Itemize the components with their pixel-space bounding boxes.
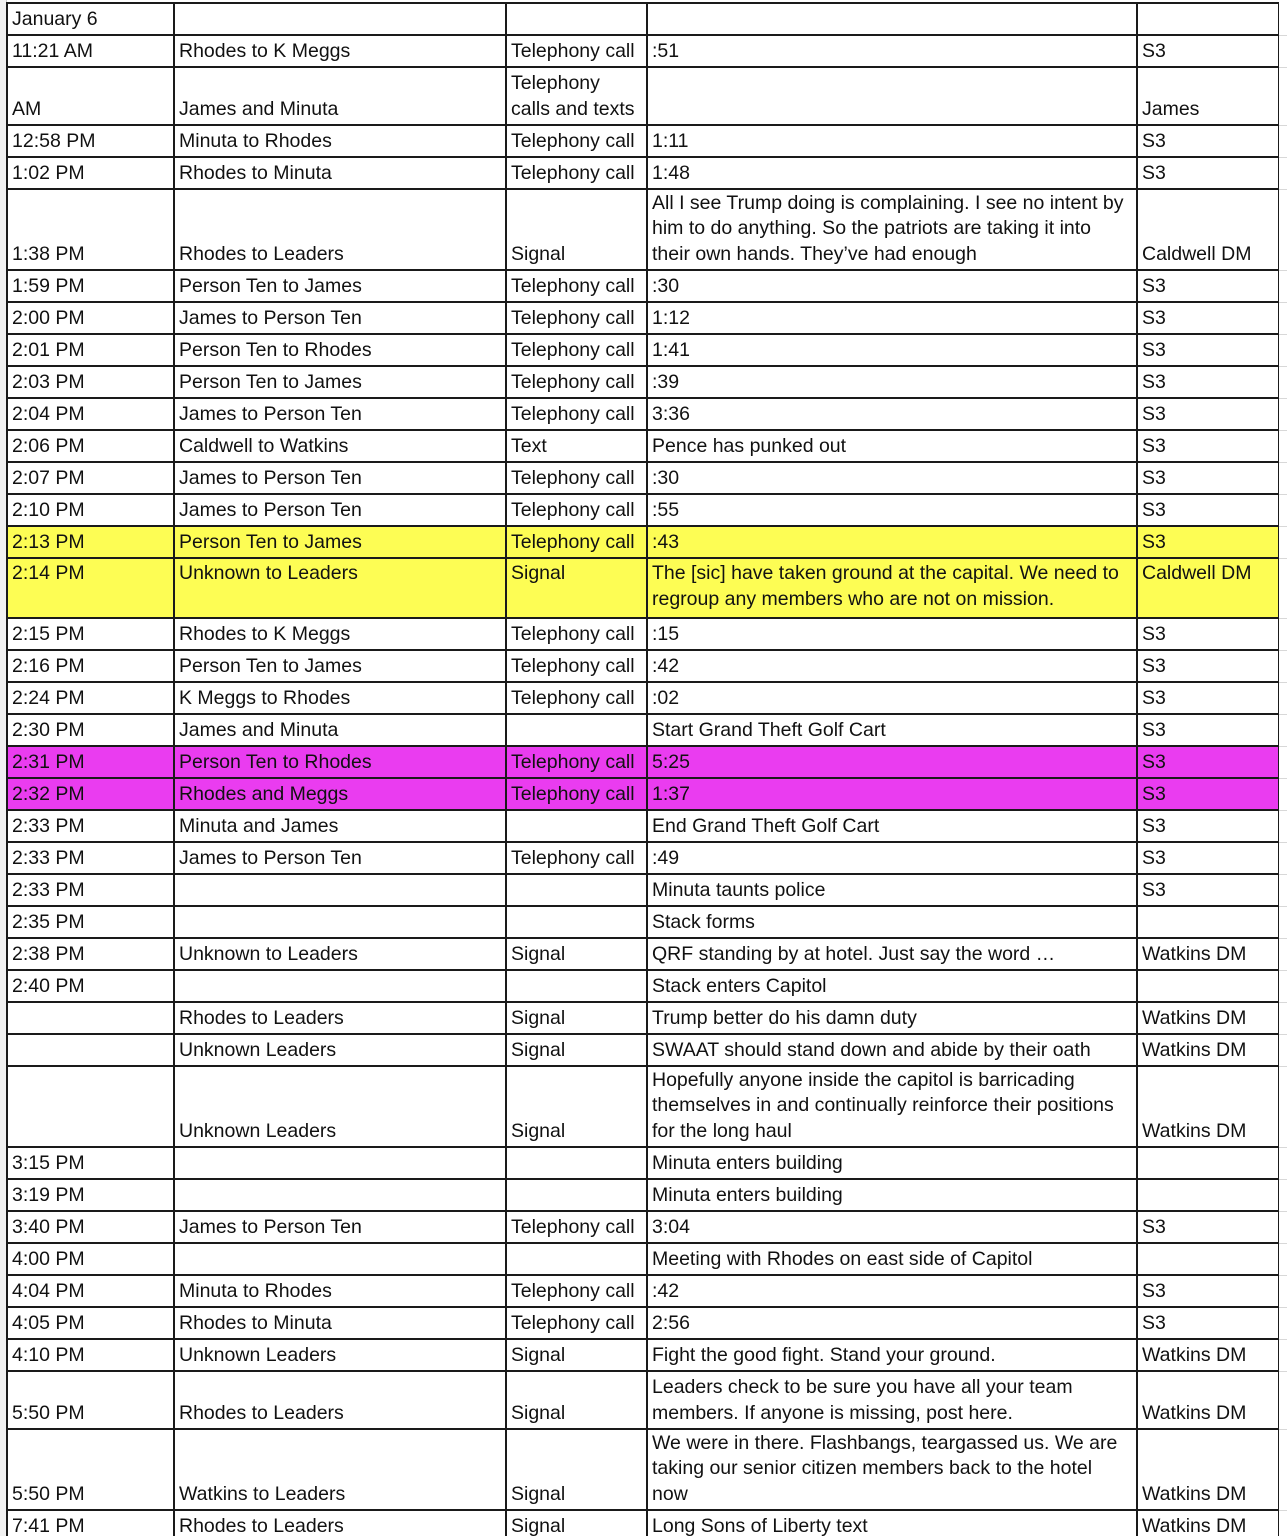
communication-type-cell[interactable]: Telephony call — [506, 1275, 647, 1307]
gridline-stub — [1279, 874, 1287, 875]
content-cell[interactable]: Minuta taunts police — [647, 874, 1137, 906]
table-row — [7, 189, 1279, 270]
table-row — [7, 810, 1279, 842]
communication-type-cell[interactable] — [506, 970, 647, 1002]
gridline-stub — [1279, 67, 1287, 68]
time-cell[interactable]: 2:24 PM — [7, 682, 174, 714]
communication-type-cell[interactable]: Signal — [506, 189, 647, 270]
communication-type-cell[interactable] — [506, 906, 647, 938]
parties-cell[interactable]: Unknown Leaders — [174, 1339, 506, 1371]
parties-cell[interactable]: Person Ten to James — [174, 366, 506, 398]
gridline-stub — [1279, 430, 1287, 431]
gridline-stub — [1279, 1147, 1287, 1148]
parties-cell[interactable]: Unknown Leaders — [174, 1066, 506, 1147]
gridline-stub — [1279, 906, 1287, 907]
gridline-stub — [1279, 302, 1287, 303]
table-row — [7, 558, 1279, 618]
time-cell[interactable]: 4:00 PM — [7, 1243, 174, 1275]
gridline-stub — [1279, 398, 1287, 399]
parties-cell[interactable]: Rhodes to Leaders — [174, 1371, 506, 1429]
source-cell[interactable]: Watkins DM — [1137, 938, 1279, 970]
time-cell[interactable]: 2:33 PM — [7, 842, 174, 874]
communication-type-cell[interactable] — [506, 1179, 647, 1211]
time-cell[interactable]: 2:04 PM — [7, 398, 174, 430]
content-cell[interactable]: QRF standing by at hotel. Just say the word … — [647, 938, 1137, 970]
communication-type-cell[interactable] — [506, 1243, 647, 1275]
time-cell[interactable]: 1:02 PM — [7, 157, 174, 189]
table-row — [7, 1307, 1279, 1339]
parties-cell[interactable]: Person Ten to James — [174, 270, 506, 302]
source-cell[interactable]: S3 — [1137, 526, 1279, 558]
gridline-stub — [1279, 157, 1287, 158]
communication-type-cell[interactable]: Telephony call — [506, 270, 647, 302]
content-cell[interactable]: Minuta enters building — [647, 1179, 1137, 1211]
table-row — [7, 1179, 1279, 1211]
time-cell[interactable]: 3:40 PM — [7, 1211, 174, 1243]
parties-cell[interactable]: James to Person Ten — [174, 398, 506, 430]
parties-cell[interactable]: Caldwell to Watkins — [174, 430, 506, 462]
table-row — [7, 270, 1279, 302]
time-cell[interactable]: 2:13 PM — [7, 526, 174, 558]
parties-cell[interactable]: James to Person Ten — [174, 462, 506, 494]
content-cell[interactable]: :39 — [647, 366, 1137, 398]
source-cell[interactable]: S3 — [1137, 650, 1279, 682]
time-cell[interactable]: 2:35 PM — [7, 906, 174, 938]
communication-type-cell[interactable]: Telephony call — [506, 334, 647, 366]
communication-type-cell[interactable] — [506, 810, 647, 842]
communication-type-cell[interactable]: Text — [506, 430, 647, 462]
source-cell[interactable]: S3 — [1137, 746, 1279, 778]
time-cell[interactable]: 11:21 AM — [7, 35, 174, 67]
parties-cell[interactable] — [174, 1179, 506, 1211]
gridline-stub — [1279, 810, 1287, 811]
time-cell[interactable]: 3:15 PM — [7, 1147, 174, 1179]
source-cell[interactable]: Watkins DM — [1137, 1066, 1279, 1147]
table-row — [7, 714, 1279, 746]
table-row — [7, 462, 1279, 494]
communication-type-cell[interactable]: Telephony call — [506, 842, 647, 874]
source-cell[interactable] — [1137, 1179, 1279, 1211]
content-cell[interactable]: :43 — [647, 526, 1137, 558]
gridline-stub — [1279, 366, 1287, 367]
time-cell[interactable]: 1:59 PM — [7, 270, 174, 302]
source-cell[interactable]: S3 — [1137, 682, 1279, 714]
table-row — [7, 650, 1279, 682]
table-row — [7, 1510, 1279, 1536]
source-cell[interactable]: Caldwell DM — [1137, 189, 1279, 270]
gridline-stub — [1279, 1307, 1287, 1308]
source-cell[interactable]: S3 — [1137, 1307, 1279, 1339]
time-cell[interactable]: 7:41 PM — [7, 1510, 174, 1536]
gridline-stub — [1279, 558, 1287, 559]
gridline-stub — [1279, 1002, 1287, 1003]
parties-cell[interactable] — [174, 1243, 506, 1275]
parties-cell[interactable]: Unknown to Leaders — [174, 938, 506, 970]
time-cell[interactable]: 2:30 PM — [7, 714, 174, 746]
table-row — [7, 906, 1279, 938]
content-cell[interactable]: Meeting with Rhodes on east side of Capitol — [647, 1243, 1137, 1275]
table-row — [7, 3, 1279, 35]
parties-cell[interactable] — [174, 874, 506, 906]
time-cell[interactable]: 4:10 PM — [7, 1339, 174, 1371]
source-cell[interactable]: S3 — [1137, 618, 1279, 650]
time-cell[interactable]: 12:58 PM — [7, 125, 174, 157]
table-row — [7, 874, 1279, 906]
time-cell[interactable] — [7, 1034, 174, 1066]
content-cell[interactable]: Long Sons of Liberty text — [647, 1510, 1137, 1536]
source-cell[interactable]: S3 — [1137, 1211, 1279, 1243]
parties-cell[interactable]: Rhodes to Leaders — [174, 1510, 506, 1536]
content-cell[interactable]: :55 — [647, 494, 1137, 526]
parties-cell[interactable]: Rhodes to Leaders — [174, 189, 506, 270]
source-cell[interactable]: S3 — [1137, 430, 1279, 462]
parties-cell[interactable] — [174, 970, 506, 1002]
gridline-stub — [1279, 125, 1287, 126]
content-cell[interactable]: 2:56 — [647, 1307, 1137, 1339]
parties-cell[interactable]: Person Ten to Rhodes — [174, 746, 506, 778]
parties-cell[interactable]: James and Minuta — [174, 67, 506, 125]
gridline-stub — [1279, 35, 1287, 36]
table-row — [7, 398, 1279, 430]
gridline-stub — [1279, 1371, 1287, 1372]
table-row — [7, 157, 1279, 189]
communication-type-cell[interactable]: Signal — [506, 1339, 647, 1371]
content-cell[interactable]: 1:12 — [647, 302, 1137, 334]
source-cell[interactable] — [1137, 906, 1279, 938]
table-row — [7, 1034, 1279, 1066]
time-cell[interactable]: 5:50 PM — [7, 1371, 174, 1429]
communication-type-cell[interactable]: Telephony call — [506, 302, 647, 334]
content-cell[interactable]: The [sic] have taken ground at the capital. We need to regroup any members who are not on mission. — [647, 558, 1137, 618]
parties-cell[interactable]: K Meggs to Rhodes — [174, 682, 506, 714]
source-cell[interactable]: S3 — [1137, 398, 1279, 430]
content-cell[interactable]: We were in there. Flashbangs, teargassed us. We are taking our senior citizen members back to the hotel now — [647, 1429, 1137, 1510]
table-row — [7, 125, 1279, 157]
gridline-stub — [1279, 494, 1287, 495]
time-cell[interactable] — [7, 1066, 174, 1147]
table-row — [7, 1211, 1279, 1243]
content-cell[interactable] — [647, 67, 1137, 125]
source-cell[interactable]: S3 — [1137, 778, 1279, 810]
content-cell[interactable]: :30 — [647, 462, 1137, 494]
content-cell[interactable]: SWAAT should stand down and abide by their oath — [647, 1034, 1137, 1066]
source-cell[interactable]: Watkins DM — [1137, 1371, 1279, 1429]
communication-type-cell[interactable] — [506, 714, 647, 746]
time-cell[interactable]: 1:38 PM — [7, 189, 174, 270]
gridline-stub — [1279, 1339, 1287, 1340]
communication-type-cell[interactable]: Telephony call — [506, 494, 647, 526]
time-cell[interactable]: 2:07 PM — [7, 462, 174, 494]
content-cell[interactable]: :49 — [647, 842, 1137, 874]
parties-cell[interactable] — [174, 906, 506, 938]
content-cell[interactable]: Minuta enters building — [647, 1147, 1137, 1179]
right-gridline-stubs — [1279, 0, 1287, 1536]
parties-cell[interactable]: Minuta to Rhodes — [174, 1275, 506, 1307]
parties-cell[interactable]: Unknown to Leaders — [174, 558, 506, 618]
communication-type-cell[interactable]: Telephony call — [506, 650, 647, 682]
communication-type-cell[interactable]: Telephony call — [506, 157, 647, 189]
communication-type-cell[interactable]: Telephony call — [506, 462, 647, 494]
spreadsheet-body — [7, 3, 1279, 1536]
parties-cell[interactable]: James to Person Ten — [174, 842, 506, 874]
source-cell[interactable]: James — [1137, 67, 1279, 125]
source-cell[interactable]: S3 — [1137, 125, 1279, 157]
time-cell[interactable]: 2:16 PM — [7, 650, 174, 682]
source-cell[interactable]: S3 — [1137, 366, 1279, 398]
source-cell[interactable]: S3 — [1137, 462, 1279, 494]
parties-cell[interactable]: Rhodes to Minuta — [174, 157, 506, 189]
content-cell[interactable]: :15 — [647, 618, 1137, 650]
parties-cell[interactable]: Person Ten to James — [174, 650, 506, 682]
time-cell[interactable]: 2:33 PM — [7, 874, 174, 906]
time-cell[interactable]: 2:15 PM — [7, 618, 174, 650]
source-cell[interactable]: S3 — [1137, 334, 1279, 366]
source-cell[interactable]: S3 — [1137, 270, 1279, 302]
content-cell[interactable]: 3:04 — [647, 1211, 1137, 1243]
communication-type-cell[interactable]: Telephony call — [506, 746, 647, 778]
time-cell[interactable]: 2:06 PM — [7, 430, 174, 462]
communication-type-cell[interactable]: Telephony call — [506, 1307, 647, 1339]
gridline-stub — [1279, 334, 1287, 335]
source-cell[interactable]: Caldwell DM — [1137, 558, 1279, 618]
parties-cell[interactable]: Rhodes to K Meggs — [174, 35, 506, 67]
content-cell[interactable]: Pence has punked out — [647, 430, 1137, 462]
communication-type-cell[interactable]: Signal — [506, 1066, 647, 1147]
time-cell[interactable]: 2:10 PM — [7, 494, 174, 526]
communication-type-cell[interactable]: Telephony call — [506, 682, 647, 714]
time-cell[interactable]: AM — [7, 67, 174, 125]
content-cell[interactable]: 5:25 — [647, 746, 1137, 778]
content-cell[interactable]: 1:37 — [647, 778, 1137, 810]
gridline-stub — [1279, 746, 1287, 747]
source-cell[interactable]: S3 — [1137, 842, 1279, 874]
gridline-stub — [1279, 270, 1287, 271]
time-cell[interactable]: 2:38 PM — [7, 938, 174, 970]
gridline-stub — [1279, 1211, 1287, 1212]
gridline-stub — [1279, 970, 1287, 971]
table-row — [7, 746, 1279, 778]
table-row — [7, 35, 1279, 67]
table-row — [7, 778, 1279, 810]
content-cell[interactable]: All I see Trump doing is complaining. I see no intent by him to do anything. So the patriots are taking it into their own hands. They’ve had enough — [647, 189, 1137, 270]
communication-type-cell[interactable] — [506, 874, 647, 906]
content-cell[interactable]: :42 — [647, 650, 1137, 682]
table-row — [7, 302, 1279, 334]
communication-type-cell[interactable]: Telephony call — [506, 526, 647, 558]
gridline-stub — [1279, 778, 1287, 779]
source-cell[interactable] — [1137, 1243, 1279, 1275]
parties-cell[interactable]: James to Person Ten — [174, 494, 506, 526]
parties-cell[interactable]: James and Minuta — [174, 714, 506, 746]
source-cell[interactable]: Watkins DM — [1137, 1429, 1279, 1510]
source-cell[interactable] — [1137, 970, 1279, 1002]
source-cell[interactable]: S3 — [1137, 874, 1279, 906]
parties-cell[interactable] — [174, 3, 506, 35]
content-cell[interactable]: 1:41 — [647, 334, 1137, 366]
gridline-stub — [1279, 189, 1287, 190]
gridline-stub — [1279, 1510, 1287, 1511]
source-cell[interactable]: S3 — [1137, 714, 1279, 746]
content-cell[interactable]: 3:36 — [647, 398, 1137, 430]
parties-cell[interactable]: Unknown Leaders — [174, 1034, 506, 1066]
table-row — [7, 430, 1279, 462]
time-cell[interactable]: 2:14 PM — [7, 558, 174, 618]
time-cell[interactable] — [7, 1002, 174, 1034]
table-row — [7, 494, 1279, 526]
parties-cell[interactable]: Watkins to Leaders — [174, 1429, 506, 1510]
parties-cell[interactable]: Rhodes and Meggs — [174, 778, 506, 810]
source-cell[interactable]: S3 — [1137, 1275, 1279, 1307]
table-row — [7, 970, 1279, 1002]
communication-type-cell[interactable]: Telephony call — [506, 398, 647, 430]
gridline-stub — [1279, 842, 1287, 843]
time-cell[interactable]: 2:40 PM — [7, 970, 174, 1002]
content-cell[interactable]: Stack forms — [647, 906, 1137, 938]
content-cell[interactable]: Trump better do his damn duty — [647, 1002, 1137, 1034]
table-row — [7, 1002, 1279, 1034]
parties-cell[interactable]: Rhodes to K Meggs — [174, 618, 506, 650]
communication-type-cell[interactable] — [506, 3, 647, 35]
parties-cell[interactable]: Rhodes to Minuta — [174, 1307, 506, 1339]
parties-cell[interactable]: Rhodes to Leaders — [174, 1002, 506, 1034]
table-row — [7, 842, 1279, 874]
source-cell[interactable]: S3 — [1137, 810, 1279, 842]
time-cell[interactable]: 5:50 PM — [7, 1429, 174, 1510]
content-cell[interactable] — [647, 3, 1137, 35]
parties-cell[interactable]: Person Ten to Rhodes — [174, 334, 506, 366]
table-row — [7, 1066, 1279, 1147]
communication-type-cell[interactable]: Signal — [506, 1002, 647, 1034]
table-row — [7, 1371, 1279, 1429]
table-row — [7, 1243, 1279, 1275]
content-cell[interactable]: Start Grand Theft Golf Cart — [647, 714, 1137, 746]
table-row — [7, 67, 1279, 125]
content-cell[interactable]: Stack enters Capitol — [647, 970, 1137, 1002]
table-row — [7, 938, 1279, 970]
table-row — [7, 1275, 1279, 1307]
content-cell[interactable]: :02 — [647, 682, 1137, 714]
gridline-stub — [1279, 1034, 1287, 1035]
gridline-stub — [1279, 714, 1287, 715]
gridline-stub — [1279, 650, 1287, 651]
gridline-stub — [1279, 682, 1287, 683]
communication-type-cell[interactable]: Signal — [506, 1034, 647, 1066]
table-row — [7, 682, 1279, 714]
table-row — [7, 366, 1279, 398]
table-row — [7, 1429, 1279, 1510]
source-cell[interactable]: S3 — [1137, 494, 1279, 526]
content-cell[interactable]: :51 — [647, 35, 1137, 67]
parties-cell[interactable] — [174, 1147, 506, 1179]
time-cell[interactable]: January 6 — [7, 3, 174, 35]
communication-type-cell[interactable]: Signal — [506, 558, 647, 618]
communication-type-cell[interactable]: Telephony call — [506, 618, 647, 650]
content-cell[interactable]: 1:48 — [647, 157, 1137, 189]
table-row — [7, 334, 1279, 366]
gridline-stub — [1279, 618, 1287, 619]
source-cell[interactable]: S3 — [1137, 35, 1279, 67]
content-cell[interactable]: Leaders check to be sure you have all your team members. If anyone is missing, post here. — [647, 1371, 1137, 1429]
gridline-stub — [1279, 938, 1287, 939]
timeline-spreadsheet — [6, 2, 1280, 1536]
communication-type-cell[interactable]: Telephony call — [506, 366, 647, 398]
time-cell[interactable]: 2:01 PM — [7, 334, 174, 366]
content-cell[interactable]: :30 — [647, 270, 1137, 302]
time-cell[interactable]: 4:04 PM — [7, 1275, 174, 1307]
time-cell[interactable]: 2:03 PM — [7, 366, 174, 398]
communication-type-cell[interactable]: Signal — [506, 1429, 647, 1510]
table-row — [7, 526, 1279, 558]
communication-type-cell[interactable]: Signal — [506, 1371, 647, 1429]
gridline-stub — [1279, 1275, 1287, 1276]
table-row — [7, 1147, 1279, 1179]
communication-type-cell[interactable]: Telephony call — [506, 778, 647, 810]
content-cell[interactable]: 1:11 — [647, 125, 1137, 157]
parties-cell[interactable]: James to Person Ten — [174, 1211, 506, 1243]
table-row — [7, 618, 1279, 650]
gridline-stub — [1279, 1243, 1287, 1244]
communication-type-cell[interactable]: Signal — [506, 938, 647, 970]
communication-type-cell[interactable]: Telephony call — [506, 1211, 647, 1243]
time-cell[interactable]: 3:19 PM — [7, 1179, 174, 1211]
content-cell[interactable]: End Grand Theft Golf Cart — [647, 810, 1137, 842]
gridline-stub — [1279, 526, 1287, 527]
gridline-stub — [1279, 1179, 1287, 1180]
source-cell[interactable]: Watkins DM — [1137, 1002, 1279, 1034]
time-cell[interactable]: 2:33 PM — [7, 810, 174, 842]
source-cell[interactable]: Watkins DM — [1137, 1034, 1279, 1066]
time-cell[interactable]: 4:05 PM — [7, 1307, 174, 1339]
time-cell[interactable]: 2:00 PM — [7, 302, 174, 334]
source-cell[interactable] — [1137, 1147, 1279, 1179]
source-cell[interactable] — [1137, 3, 1279, 35]
time-cell[interactable]: 2:32 PM — [7, 778, 174, 810]
gridline-stub — [1279, 1429, 1287, 1430]
parties-cell[interactable]: Minuta to Rhodes — [174, 125, 506, 157]
parties-cell[interactable]: Person Ten to James — [174, 526, 506, 558]
time-cell[interactable]: 2:31 PM — [7, 746, 174, 778]
communication-type-cell[interactable]: Telephony calls and texts — [506, 67, 647, 125]
gridline-stub — [1279, 462, 1287, 463]
gridline-stub — [1279, 1066, 1287, 1067]
source-cell[interactable]: Watkins DM — [1137, 1339, 1279, 1371]
communication-type-cell[interactable]: Telephony call — [506, 35, 647, 67]
parties-cell[interactable]: James to Person Ten — [174, 302, 506, 334]
content-cell[interactable]: Hopefully anyone inside the capitol is barricading themselves in and continually reinforce their positions for the long haul — [647, 1066, 1137, 1147]
communication-type-cell[interactable]: Signal — [506, 1510, 647, 1536]
communication-type-cell[interactable] — [506, 1147, 647, 1179]
table-row — [7, 1339, 1279, 1371]
communication-type-cell[interactable]: Telephony call — [506, 125, 647, 157]
source-cell[interactable]: S3 — [1137, 157, 1279, 189]
source-cell[interactable]: Watkins DM — [1137, 1510, 1279, 1536]
parties-cell[interactable]: Minuta and James — [174, 810, 506, 842]
content-cell[interactable]: Fight the good fight. Stand your ground. — [647, 1339, 1137, 1371]
source-cell[interactable]: S3 — [1137, 302, 1279, 334]
content-cell[interactable]: :42 — [647, 1275, 1137, 1307]
